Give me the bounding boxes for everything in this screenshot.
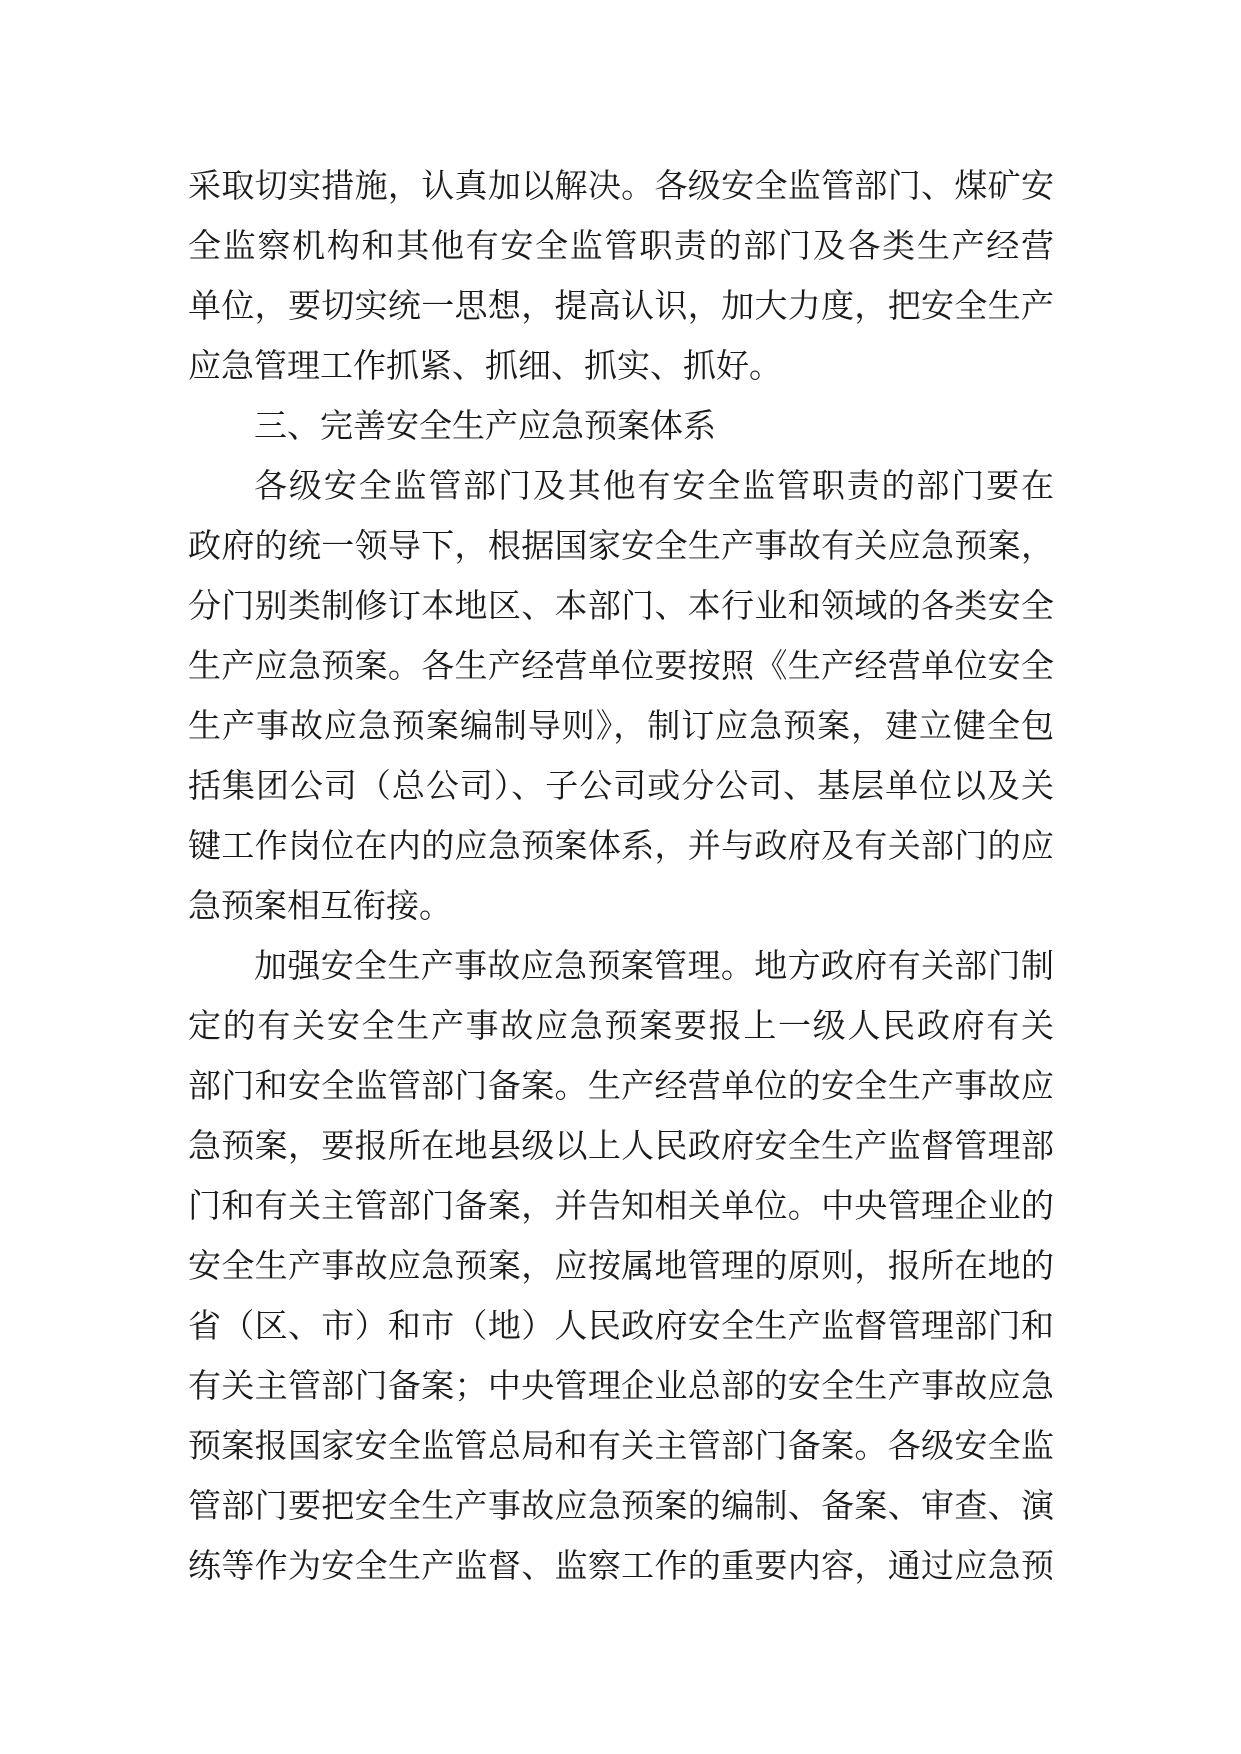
text-line: 门和有关主管部门备案，并告知相关单位。中央管理企业的 xyxy=(188,1186,1054,1225)
text-line: 预案报国家安全监管总局和有关主管部门备案。各级安全监 xyxy=(188,1426,1054,1465)
text-line: 括集团公司（总公司）、子公司或分公司、基层单位以及关 xyxy=(188,766,1054,805)
section-heading xyxy=(188,396,1054,456)
text-line: 生产事故应急预案编制导则》，制订应急预案，建立健全包 xyxy=(188,706,1054,745)
text-line: 安全生产事故应急预案，应按属地管理的原则，报所在地的 xyxy=(188,1246,1054,1285)
text-line: 急预案，要报所在地县级以上人民政府安全生产监督管理部 xyxy=(188,1126,1054,1165)
text-line: 有关主管部门备案；中央管理企业总部的安全生产事故应急 xyxy=(188,1366,1054,1405)
text-line: 生产应急预案。各生产经营单位要按照《生产经营单位安全 xyxy=(188,646,1054,685)
paragraph-emergency-plan-system xyxy=(188,456,1054,936)
paragraph-continuation xyxy=(188,156,1054,396)
text-line: 急预案相互衔接。 xyxy=(188,886,452,925)
text-line: 单位，要切实统一思想，提高认识，加大力度，把安全生产 xyxy=(188,286,1054,325)
text-line: 键工作岗位在内的应急预案体系，并与政府及有关部门的应 xyxy=(188,826,1054,865)
text-line: 省（区、市）和市（地）人民政府安全生产监督管理部门和 xyxy=(188,1306,1054,1345)
text-line: 加强安全生产事故应急预案管理。地方政府有关部门制 xyxy=(254,946,1054,985)
document-body xyxy=(188,156,1054,1596)
text-line: 定的有关安全生产事故应急预案要报上一级人民政府有关 xyxy=(188,1006,1054,1045)
text-line: 采取切实措施，认真加以解决。各级安全监管部门、煤矿安 xyxy=(188,166,1054,205)
text-line: 应急管理工作抓紧、抓细、抓实、抓好。 xyxy=(188,346,782,385)
text-line: 政府的统一领导下，根据国家安全生产事故有关应急预案， xyxy=(188,526,1054,565)
text-line: 全监察机构和其他有安全监管职责的部门及各类生产经营 xyxy=(188,226,1054,265)
paragraph-emergency-plan-management xyxy=(188,936,1054,1596)
heading-text: 三、完善安全生产应急预案体系 xyxy=(254,406,716,445)
text-line: 分门别类制修订本地区、本部门、本行业和领域的各类安全 xyxy=(188,586,1054,625)
text-line: 管部门要把安全生产事故应急预案的编制、备案、审查、演 xyxy=(188,1486,1054,1525)
text-line: 练等作为安全生产监督、监察工作的重要内容，通过应急预 xyxy=(188,1546,1054,1585)
text-line: 各级安全监管部门及其他有安全监管职责的部门要在 xyxy=(254,466,1054,505)
text-line: 部门和安全监管部门备案。生产经营单位的安全生产事故应 xyxy=(188,1066,1054,1105)
